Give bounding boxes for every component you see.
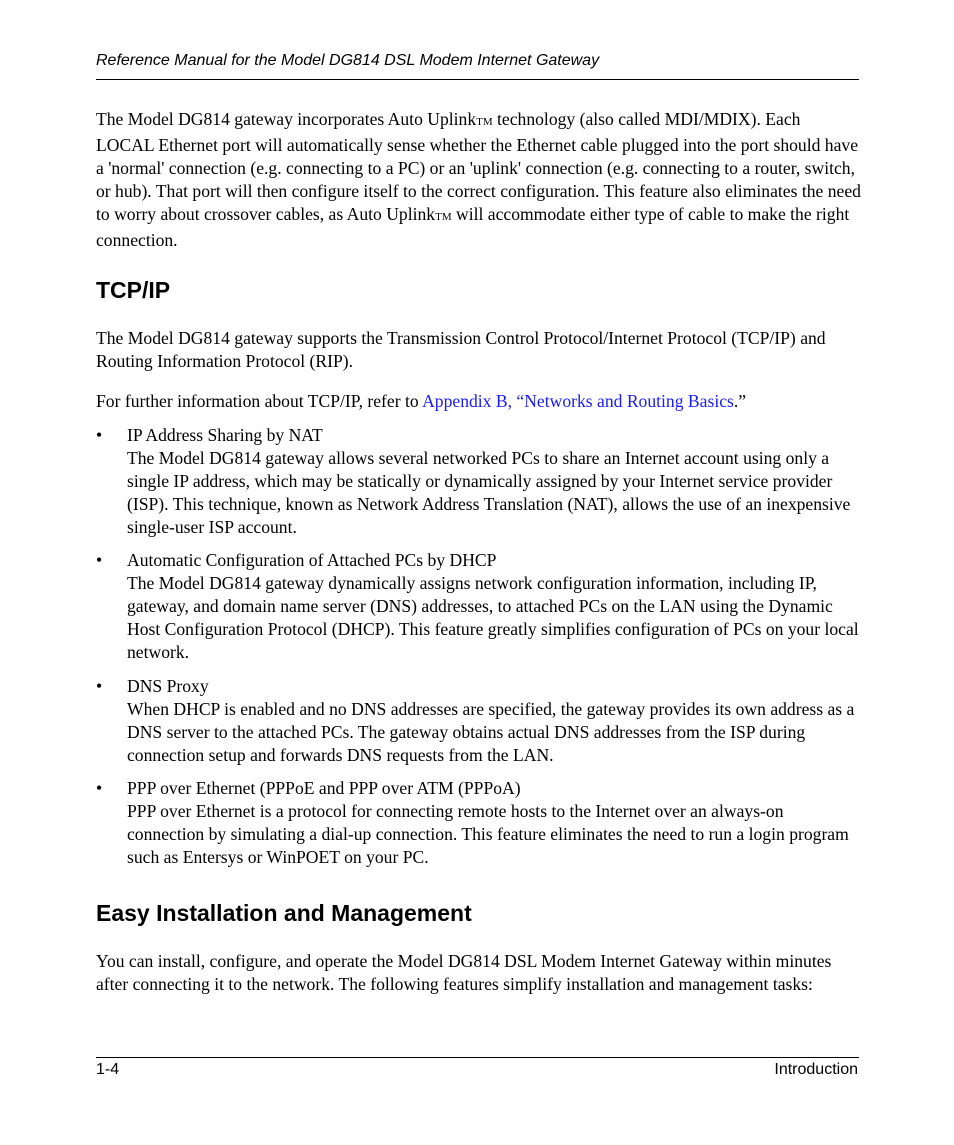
list-item-title: IP Address Sharing by NAT [127,425,323,445]
bullet-icon: • [96,550,103,570]
list-item-body: The Model DG814 gateway allows several networked PCs to share an Internet account using only a single IP address, which may be statically or dynamically assigned by your Internet service provider (ISP). This technique, known as Network Address Translation (NAT), allows the use of an inexpensive single-user ISP account. [127,448,851,537]
footer-section-title: Introduction [774,1061,858,1078]
intro-paragraph: The Model DG814 gateway incorporates Auto UplinkTM technology (also called MDI/MDIX). Each LOCAL Ethernet port will automatically sense whether the Ethernet cable plugged into the port should have a 'normal' connection (e.g. connecting to a PC) or an 'uplink' connection (e.g. connecting to a router, switch, or hub). That port will then configure itself to the correct configuration. This feature also eliminates the need to worry about crossover cables, as Auto UplinkTM will accommodate either type of cable to make the right connection. [96,109,861,250]
list-item-title: Automatic Configuration of Attached PCs by DHCP [127,550,497,570]
page-number: 1-4 [96,1061,120,1078]
bullet-icon: • [96,778,103,798]
footer-rule [96,1057,859,1058]
easy-installation-heading: Easy Installation and Management [96,900,472,926]
appendix-b-link[interactable]: Appendix B, “Networks and Routing Basics [422,391,734,411]
list-item-body: PPP over Ethernet is a protocol for connecting remote hosts to the Internet over an always-on connection by simulating a dial-up connection. This feature eliminates the need to run a login program such as Entersys or WinPOET on your PC. [127,801,849,867]
trademark-mark: TM [476,116,493,128]
trademark-mark: TM [435,211,452,223]
list-item-title: DNS Proxy [127,676,209,696]
bullet-icon: • [96,676,103,696]
running-header: Reference Manual for the Model DG814 DSL Modem Internet Gateway [96,52,600,69]
list-item-title: PPP over Ethernet (PPPoE and PPP over ATM (PPPoA) [127,778,521,798]
tcpip-reference-paragraph: For further information about TCP/IP, refer to Appendix B, “Networks and Routing Basics.” [96,391,747,411]
list-item-body: The Model DG814 gateway dynamically assigns network configuration information, including IP, gateway, and domain name server (DNS) addresses, to attached PCs on the LAN using the Dynamic Host Configuration Protocol (DHCP). This feature greatly simplifies configuration of PCs on your local network. [127,573,859,662]
tcpip-paragraph: The Model DG814 gateway supports the Transmission Control Protocol/Internet Protocol (TCP/IP) and Routing Information Protocol (RIP). [96,328,826,371]
list-item-body: When DHCP is enabled and no DNS addresses are specified, the gateway provides its own address as a DNS server to the attached PCs. The gateway obtains actual DNS addresses from the ISP during connection setup and forwards DNS requests from the LAN. [127,699,855,765]
header-rule [96,79,859,80]
tcpip-heading: TCP/IP [96,277,171,303]
easy-installation-paragraph: You can install, configure, and operate the Model DG814 DSL Modem Internet Gateway within minutes after connecting it to the network. The following features simplify installation and management tasks: [96,951,832,994]
bullet-icon: • [96,425,103,445]
